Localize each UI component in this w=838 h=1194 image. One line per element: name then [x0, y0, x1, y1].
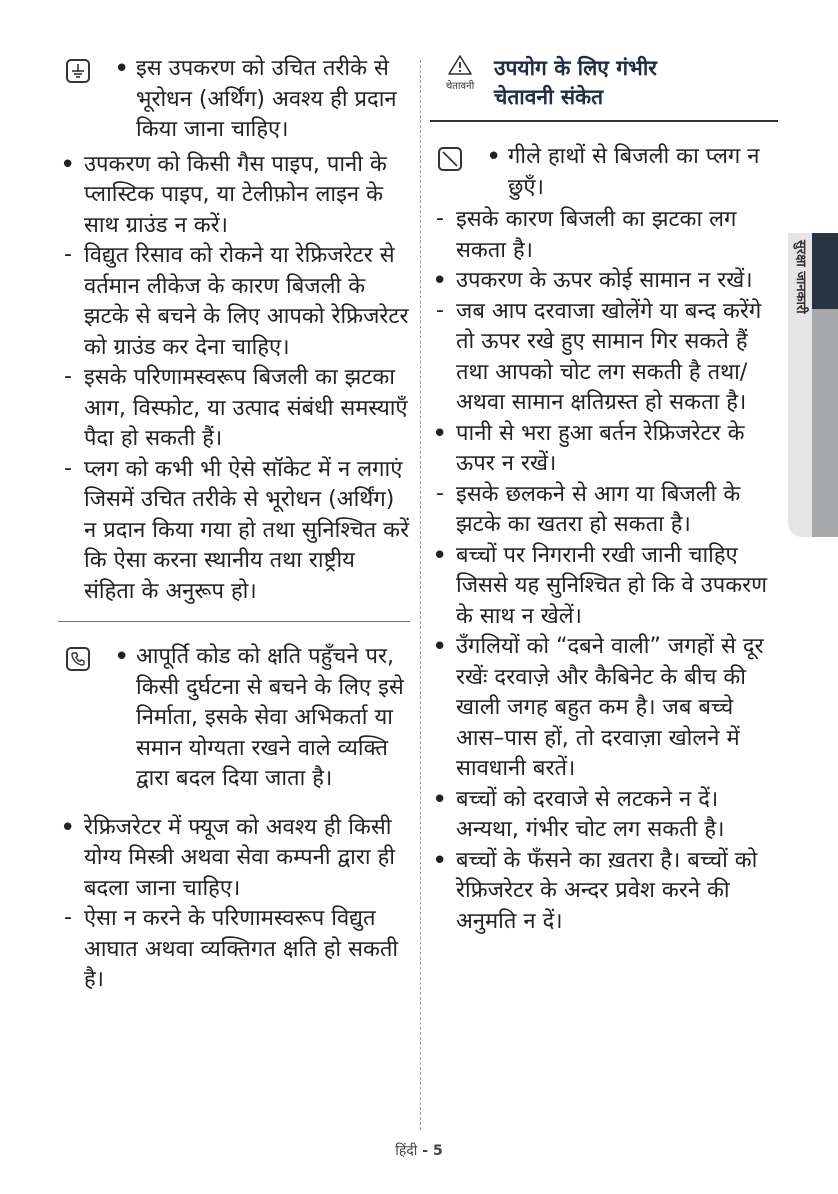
left-column	[58, 54, 410, 996]
list-item: - विद्युत रिसाव को रोकने या रेफ्रिजरेटर से वर्तमान लीकेज के कारण बिजली के झटके से बचने के लिए आपको रेफ्रिजरेटर को ग्राउंड कर देना चाहिए।	[58, 241, 410, 363]
list-item: - जब आप दरवाजा खोलेंगे या बन्द करेंगे तो ऊपर रखे हुए सामान गिर सकते हैं तथा आपको चोट लग सकती है तथा/अथवा सामान क्षतिग्रस्त हो सकता है।	[430, 297, 778, 419]
list-item: - इसके छलकने से आग या बिजली के झटके का खतरा हो सकता है।	[430, 480, 778, 541]
side-tab-marker	[812, 233, 838, 309]
list-item: - ऐसा न करने के परिणामस्वरूप विद्युत आघात अथवा व्यक्तिगत क्षति हो सकती है।	[58, 904, 410, 996]
side-tab-bar	[812, 309, 838, 537]
list-item: • बच्चों के फँसने का ख़तरा है। बच्चों को रेफ्रिजरेटर के अन्दर प्रवेश करने की अनुमति न दें।	[430, 846, 778, 938]
column-divider	[420, 60, 421, 1130]
wet-hands-text: गीले हाथों से बिजली का प्लग न छुएँ।	[508, 144, 760, 200]
supply-cord-text: आपूर्ति कोड को क्षति पहुँचने पर, किसी दुर्घटना से बचने के लिए इसे निर्माता, इसके सेवा अभिकर्ता या समान योग्यता रखने वाले व्यक्ति द्वारा बदल दिया जाता है।	[136, 644, 404, 791]
list-item: • उँगलियों को “दबने वाली” जगहों से दूर रखेंः दरवाज़े और कैबिनेट के बीच की खाली जगह बहुत कम है। जब बच्चे आस–पास हों, तो दरवाज़ा खोलने में सावधानी बरतें।	[430, 632, 778, 785]
wet-hands-instruction	[430, 142, 778, 203]
list-item: - इसके परिणामस्वरूप बिजली का झटका आग, विस्फोट, या उत्पाद संबंधी समस्याएँ पैदा हो सकती हैं।	[58, 363, 410, 455]
supply-cord-instruction	[58, 642, 410, 795]
page-footer	[0, 1141, 838, 1160]
phone-icon	[66, 647, 90, 671]
warning-icon-block	[430, 54, 490, 92]
warning-title: उपयोग के लिए गंभीर चेतावनी संकेत	[494, 56, 657, 109]
footer-separator: -	[417, 1143, 433, 1159]
page-number: 5	[432, 1143, 443, 1159]
list-item: • बच्चों पर निगरानी रखी जानी चाहिए जिससे यह सुनिश्चित हो कि वे उपकरण के साथ न खेलें।	[430, 541, 778, 633]
warning-rule	[430, 120, 778, 122]
side-tab-label: सुरक्षा जानकारी	[793, 240, 808, 314]
warning-icon-label: चेतावनी	[445, 81, 475, 92]
list-item: • उपकरण के ऊपर कोई सामान न रखें।	[430, 266, 778, 297]
list-item: - प्लग को कभी भी ऐसे सॉकेट में न लगाएं जिसमें उचित तरीके से भूरोधन (अर्थिंग) न प्रदान किया गया हो तथा सुनिश्चित करें कि ऐसा करना स्थानीय तथा राष्ट्रीय संहिता के अनुरूप हो।	[58, 455, 410, 608]
ground-instruction	[58, 54, 410, 146]
list-item: • बच्चों को दरवाजे से लटकने न दें। अन्यथा, गंभीर चोट लग सकती है।	[430, 785, 778, 846]
list-item: • उपकरण को किसी गैस पाइप, पानी के प्लास्टिक पाइप, या टेलीफ़ोन लाइन के साथ ग्राउंड न करें।	[58, 150, 410, 242]
no-touch-icon	[438, 147, 462, 171]
list-item: • पानी से भरा हुआ बर्तन रेफ्रिजरेटर के ऊपर न रखें।	[430, 419, 778, 480]
ground-icon	[66, 59, 90, 83]
right-column	[430, 54, 778, 937]
footer-language: हिंदी	[395, 1143, 418, 1159]
warning-header	[430, 54, 778, 116]
list-item: - इसके कारण बिजली का झटका लग सकता है।	[430, 205, 778, 266]
list-item: • रेफ्रिजरेटर में फ्यूज को अवश्य ही किसी योग्य मिस्त्री अथवा सेवा कम्पनी द्वारा ही बदला जाना चाहिए।	[58, 813, 410, 905]
section-separator	[58, 621, 410, 622]
ground-instruction-text: इस उपकरण को उचित तरीके से भूरोधन (अर्थिंग) अवश्य ही प्रदान किया जाना चाहिए।	[136, 56, 397, 142]
warning-icon	[447, 54, 473, 76]
